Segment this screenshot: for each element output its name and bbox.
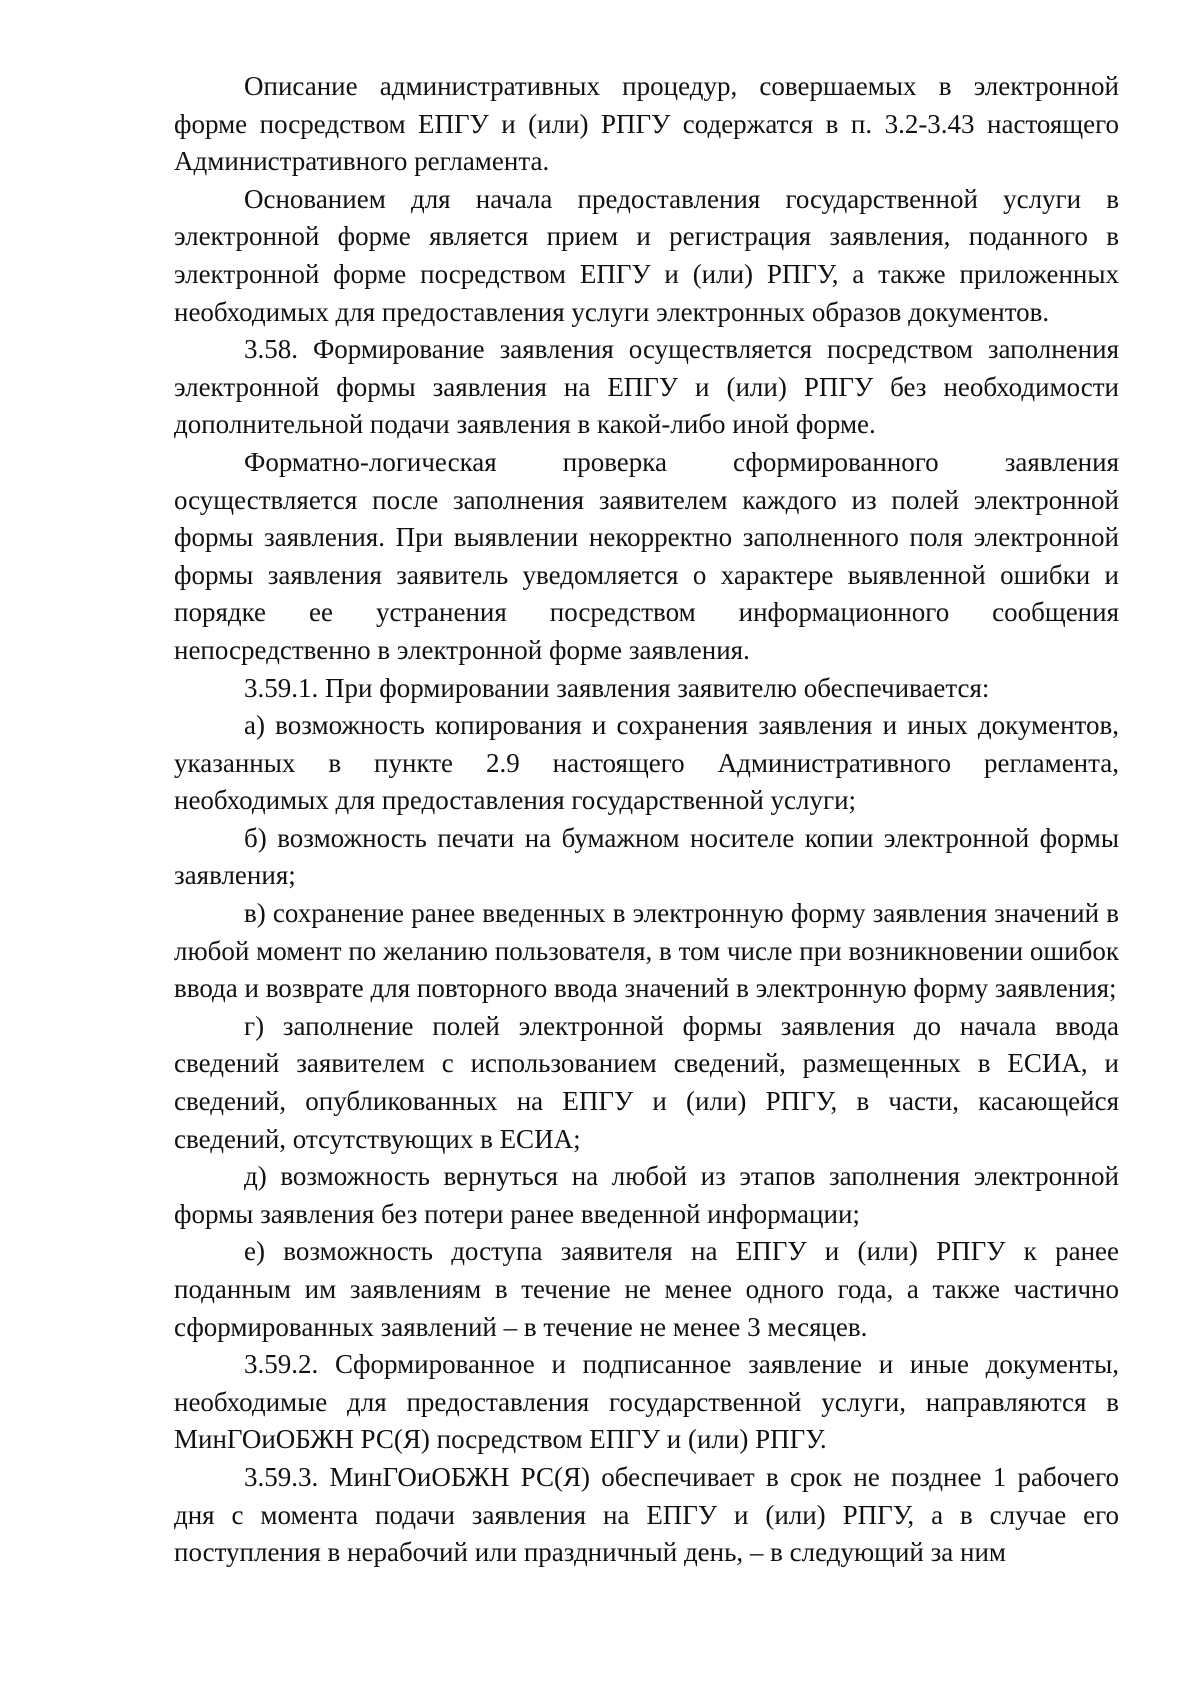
- list-item-e: е) возможность доступа заявителя на ЕПГУ и (или) РПГУ к ранее поданным им заявлениям в течение не менее одного года, а также частично сформированных заявлений – в течение не менее 3 месяцев.: [174, 1236, 1119, 1342]
- paragraph-3-59-3: 3.59.3. МинГОиОБЖН РС(Я) обеспечивает в срок не позднее 1 рабочего дня с момента подачи заявления на ЕПГУ и (или) РПГУ, а в случае его поступления в нерабочий или праздничный день, – в следующий за ним: [174, 1461, 1119, 1568]
- list-item-v: в) сохранение ранее введенных в электронную форму заявления значений в любой момент по желанию пользователя, в том числе при возникновении ошибок ввода и возврате для повторного ввода значений в электронную форму заявления;: [174, 898, 1119, 1004]
- list-item-d: д) возможность вернуться на любой из этапов заполнения электронной формы заявления без потери ранее введенной информации;: [174, 1161, 1119, 1229]
- paragraph-procedures-description: Описание административных процедур, совершаемых в электронной форме посредством ЕПГУ и (или) РПГУ содержатся в п. 3.2-3.43 настоящего Административного регламента.: [174, 71, 1119, 177]
- paragraph-3-58: 3.58. Формирование заявления осуществляется посредством заполнения электронной формы заявления на ЕПГУ и (или) РПГУ без необходимости дополнительной подачи заявления в какой-либо иной форме.: [174, 334, 1119, 440]
- paragraph-format-logic-check: Форматно-логическая проверка сформированного заявления осуществляется после заполнения заявителем каждого из полей электронной формы заявления. При выявлении некорректно заполненного поля электронной формы заявления заявитель уведомляется о характере выявленной ошибки и порядке ее устранения посредством информационного сообщения непосредственно в электронной форме заявления.: [174, 446, 1119, 665]
- paragraph-3-59-2: 3.59.2. Сформированное и подписанное заявление и иные документы, необходимые для предоставления государственной услуги, направляются в МинГОиОБЖН РС(Я) посредством ЕПГУ и (или) РПГУ.: [174, 1349, 1119, 1455]
- paragraph-basis-for-service: Основанием для начала предоставления государственной услуги в электронной форме является прием и регистрация заявления, поданного в электронной форме посредством ЕПГУ и (или) РПГУ, а также приложенных необходимых для предоставления услуги электронных образов документов.: [174, 183, 1119, 327]
- document-page: [174, 68, 1119, 1572]
- list-item-g: г) заполнение полей электронной формы заявления до начала ввода сведений заявителем с использованием сведений, размещенных в ЕСИА, и сведений, опубликованных на ЕПГУ и (или) РПГУ, в части, касающейся сведений, отсутствующих в ЕСИА;: [174, 1010, 1119, 1154]
- list-item-b: б) возможность печати на бумажном носителе копии электронной формы заявления;: [174, 822, 1119, 891]
- paragraph-3-59-1: 3.59.1. При формировании заявления заявителю обеспечивается:: [244, 672, 990, 703]
- list-item-a: а) возможность копирования и сохранения заявления и иных документов, указанных в пункте 2.9 настоящего Административного регламента, необходимых для предоставления государственной услуги;: [174, 710, 1119, 816]
